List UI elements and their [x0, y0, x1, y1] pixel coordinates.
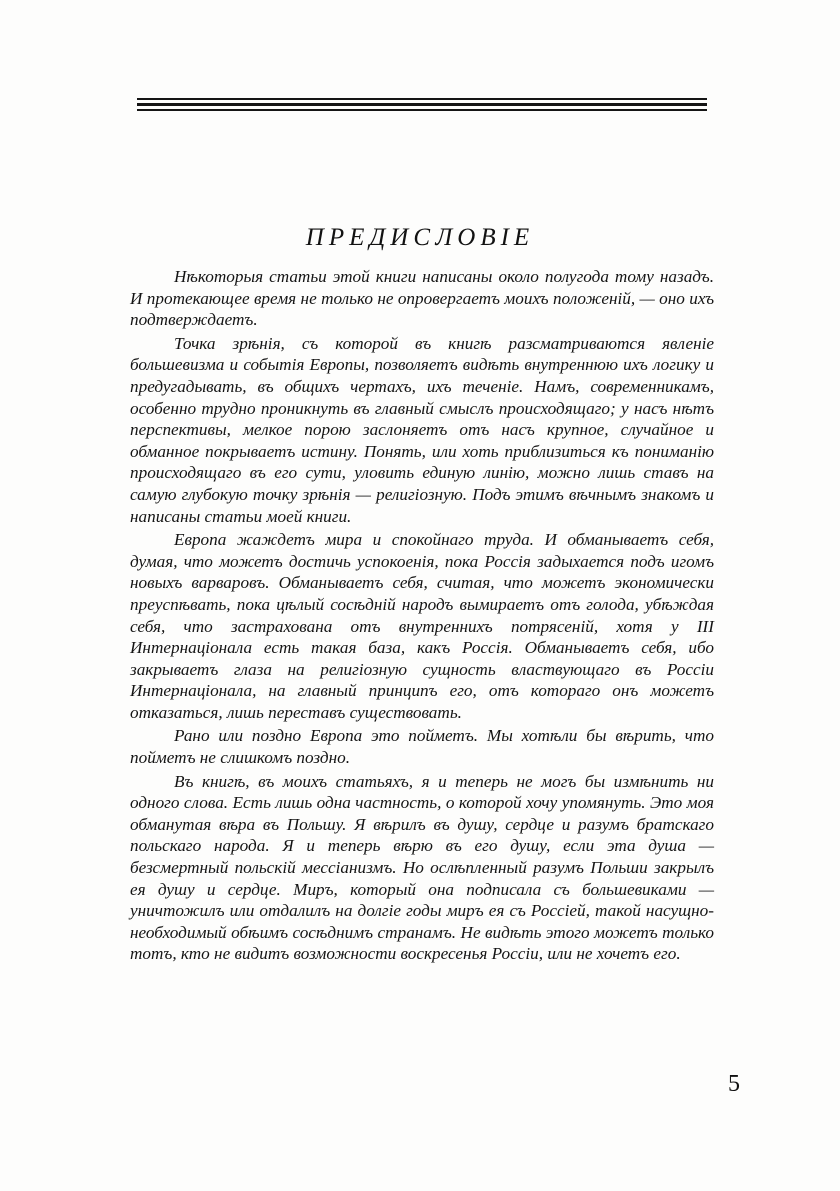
paragraph-4: Рано или поздно Европа это пойметъ. Мы хотѣли бы вѣрить, что пойметъ не слишкомъ поздно.: [130, 726, 714, 768]
page-number: 5: [728, 1071, 740, 1097]
paragraph-3: Европа жаждетъ мира и спокойнаго труда. И обманываетъ себя, думая, что можетъ достичь успокоенія, пока Россія задыхается подъ игомъ новыхъ варваровъ. Обманываетъ себя, считая, что можетъ экономически преуспѣвать, пока цѣлый сосѣдній народъ вымираетъ отъ голода, убѣждая себя, что застрахована отъ внутреннихъ потрясеній, хотя у III Интернаціонала есть такая база, какъ Россія. Обманываетъ себя, ибо закрываетъ глаза на религіозную сущность властвующаго въ Россіи Интернаціонала, на главный принципъ его, отъ котораго онъ можетъ отказаться, лишь переставъ существовать.: [130, 530, 714, 722]
header-rule-middle: [137, 103, 707, 106]
paragraph-1: Нѣкоторыя статьи этой книги написаны около полугода тому назадъ. И протекающее время не только не опровергаетъ моихъ положеній, — оно ихъ подтверждаетъ.: [130, 267, 714, 330]
paragraph-5: Въ книгѣ, въ моихъ статьяхъ, я и теперь не могъ бы измѣнить ни одного слова. Есть лишь одна частность, о которой хочу упомянуть. Это моя обманутая вѣра въ Польшу. Я вѣрилъ въ душу, сердце и разумъ братскаго польскаго народа. Я и теперь вѣрю въ его душу, если эта душа — безсмертный польскій мессіанизмъ. Но ослѣпленный разумъ Польши закрылъ ея душу и сердце. Миръ, который она подписала съ большевиками — уничтожилъ или отдалилъ на долгіе годы миръ ея съ Россіей, такой насущно-необходимый обѣимъ сосѣднимъ странамъ. Не видѣть этого можетъ только тотъ, кто не видитъ возможности воскресенья Россіи, или не хочетъ его.: [130, 771, 714, 964]
paragraph-2: Точка зрѣнія, съ которой въ книгѣ разсматриваются явленіе большевизма и событія Европы, позволяетъ видѣть внутреннюю ихъ логику и предугадывать, въ общихъ чертахъ, ихъ теченіе. Намъ, современникамъ, особенно трудно проникнуть въ главный смыслъ происходящаго; у насъ нѣтъ перспективы, мелкое порою заслоняетъ отъ насъ крупное, случайное и обманное покрываетъ истину. Понять, или хоть приблизиться къ пониманію происходящаго въ его сути, уловить единую линію, можно лишь ставъ на самую глубокую точку зрѣнія — религіозную. Подъ этимъ вѣчнымъ знакомъ и написаны статьи моей книги.: [130, 333, 714, 526]
preface-body: [130, 266, 714, 967]
chapter-title: ПРЕДИСЛОВІЕ: [305, 224, 535, 251]
header-rule-top: [137, 98, 707, 100]
header-rules: [137, 98, 707, 114]
header-rule-bottom: [137, 109, 707, 111]
